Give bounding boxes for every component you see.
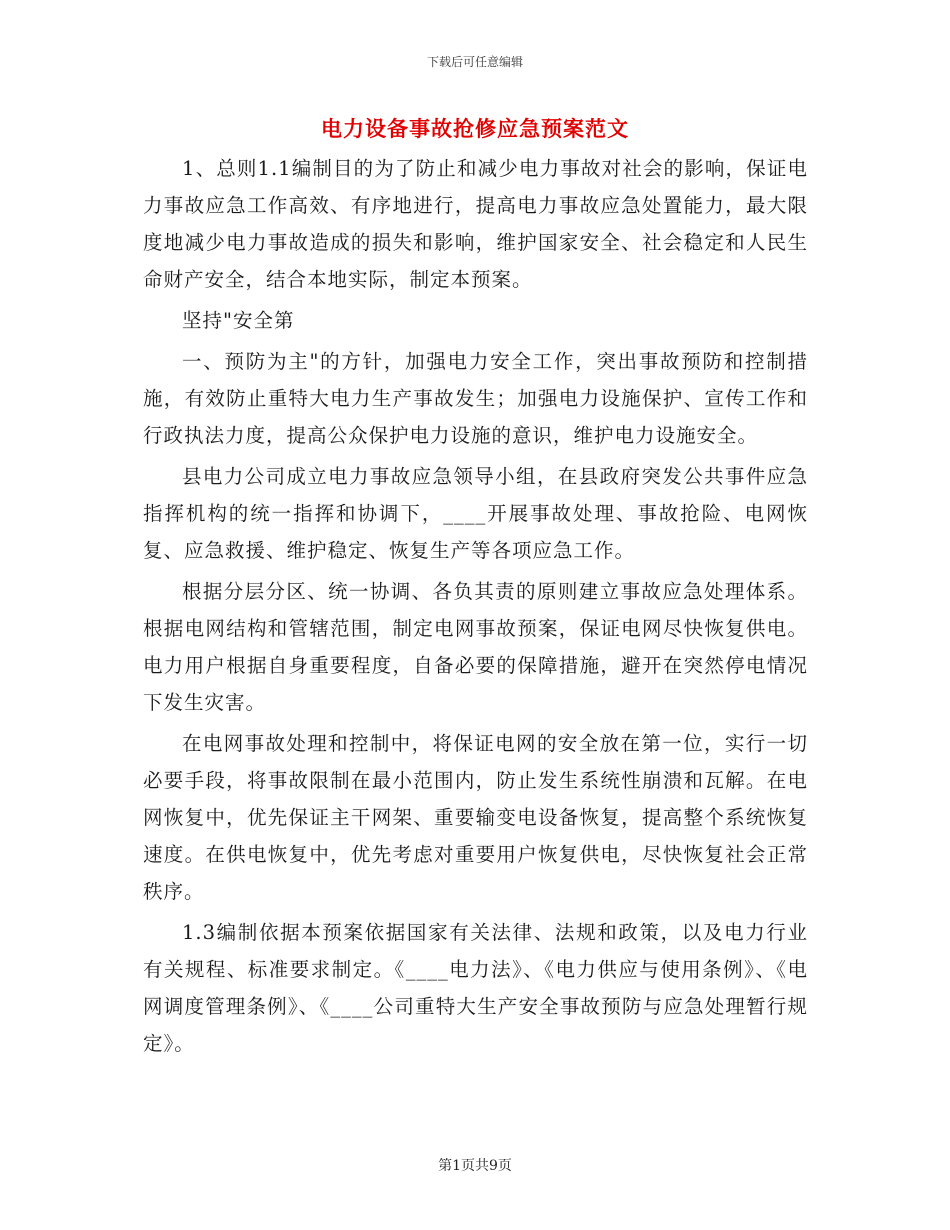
- paragraph-leadership-group: 县电力公司成立电力事故应急领导小组，在县政府突发公共事件应急指挥机构的统一指挥和协调下，____开展事故处理、事故抢险、电网恢复、应急救援、维护稳定、恢复生产等各项应急工作。: [143, 465, 808, 562]
- document-body: [143, 150, 808, 1066]
- paragraph-grid-recovery: 在电网事故处理和控制中，将保证电网的安全放在第一位，实行一切必要手段，将事故限制在最小范围内，防止发生系统性崩溃和瓦解。在电网恢复中，优先保证主干网架、重要输变电设备恢复，提高整个系统恢复速度。在供电恢复中，优先考虑对重要用户恢复供电，尽快恢复社会正常秩序。: [143, 732, 808, 903]
- paragraph-principle-heading: 坚持"安全第: [182, 309, 295, 332]
- paragraph-layered-system: 根据分层分区、统一协调、各负其责的原则建立事故应急处理体系。根据电网结构和管辖范围，制定电网事故预案，保证电网尽快恢复供电。电力用户根据自身重要程度，自备必要的保障措施，避开在突然停电情况下发生灾害。: [143, 580, 808, 714]
- page-number-footer: 第1页共9页: [438, 1158, 512, 1174]
- paragraph-compilation-basis: 1.3编制依据本预案依据国家有关法律、法规和政策，以及电力行业有关规程、标准要求制定。《____电力法》、《电力供应与使用条例》、《电网调度管理条例》、《____公司重特大生产安全事故预防与应急处理暂行规定》。: [143, 921, 808, 1055]
- paragraph-general-purpose: 1、总则1.1编制目的为了防止和减少电力事故对社会的影响，保证电力事故应急工作高效、有序地进行，提高电力事故应急处置能力，最大限度地减少电力事故造成的损失和影响，维护国家安全、社会稳定和人民生命财产安全，结合本地实际，制定本预案。: [143, 157, 808, 291]
- page-header-note: 下载后可任意编辑: [426, 55, 523, 69]
- document-title: 电力设备事故抢修应急预案范文: [321, 116, 629, 141]
- paragraph-prevention-policy: 一、预防为主"的方针，加强电力安全工作，突出事故预防和控制措施，有效防止重特大电力生产事故发生；加强电力设施保护、宣传工作和行政执法力度，提高公众保护电力设施的意识，维护电力设施安全。: [143, 350, 808, 447]
